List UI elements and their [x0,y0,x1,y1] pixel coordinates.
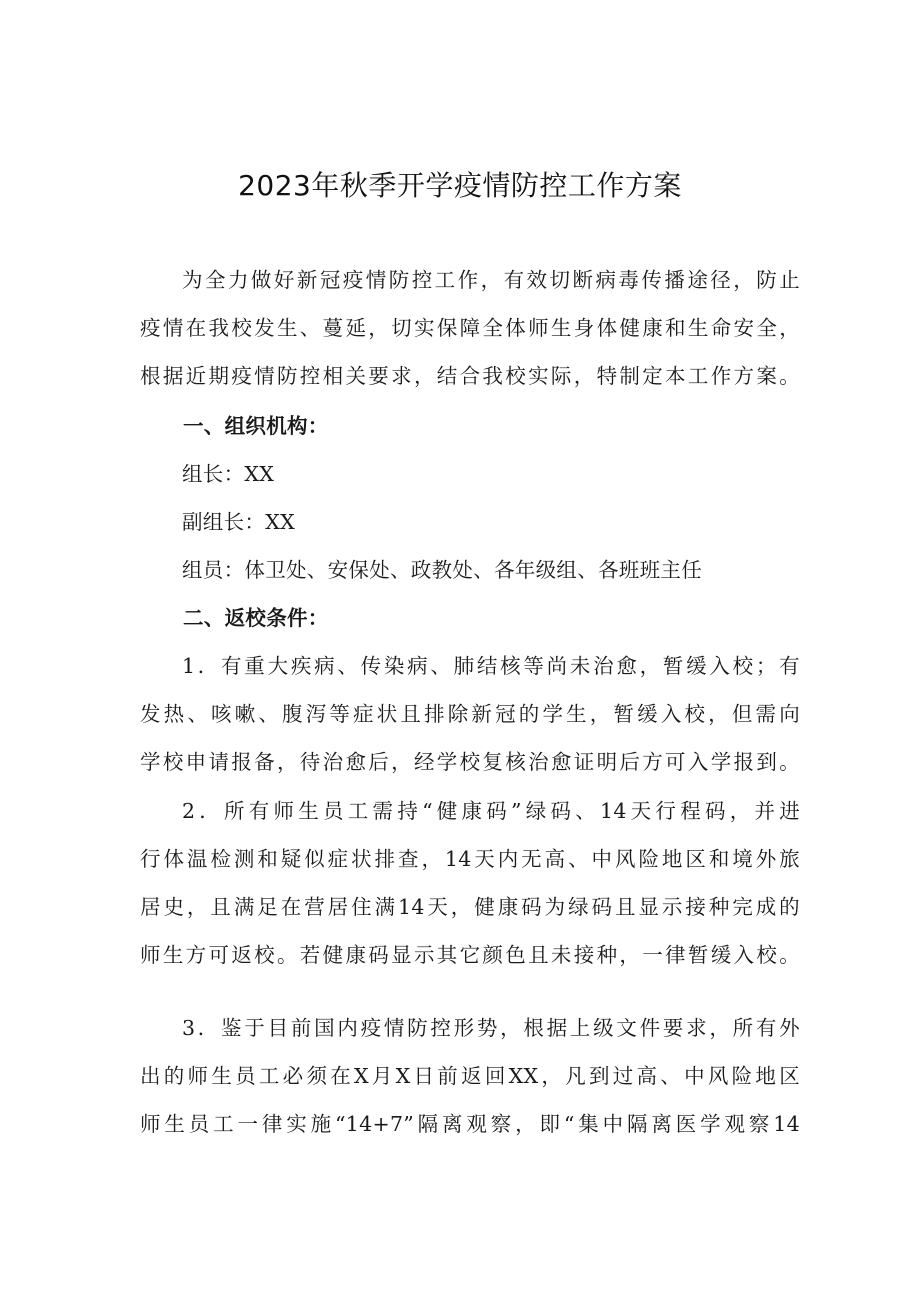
intro-line-1: 为全力做好新冠疫情防控工作，有效切断病毒传播途径，防止 [182,268,800,292]
intro-line-2: 疫情在我校发生、蔓延，切实保障全体师生身体健康和生命安全， [140,316,800,340]
item3-line-1: 3．鉴于目前国内疫情防控形势，根据上级文件要求，所有外 [182,1016,800,1040]
page-title: 2023年秋季开学疫情防控工作方案 [238,169,682,202]
group-members: 组员：体卫处、安保处、政教处、各年级组、各班班主任 [182,558,702,582]
item2-line-4: 师生方可返校。若健康码显示其它颜色且未接种，一律暂缓入校。 [140,943,800,967]
item2-line-2: 行体温检测和疑似症状排查，14天内无高、中风险地区和境外旅 [140,847,800,871]
item1-line-1: 1．有重大疾病、传染病、肺结核等尚未治愈，暂缓入校；有 [182,654,800,678]
group-leader: 组长：XX [182,462,275,486]
section2-heading: 二、返校条件： [183,606,329,630]
item3-line-3: 师生员工一律实施“14+7”隔离观察，即“集中隔离医学观察14 [140,1112,800,1136]
item2-line-3: 居史，且满足在营居住满14天，健康码为绿码且显示接种完成的 [140,895,800,919]
intro-line-3: 根据近期疫情防控相关要求，结合我校实际，特制定本工作方案。 [140,364,800,388]
item3-line-2: 出的师生员工必须在X月X日前返回XX，凡到过高、中风险地区 [140,1064,800,1088]
item1-line-3: 学校申请报备，待治愈后，经学校复核治愈证明后方可入学报到。 [140,750,800,774]
item1-line-2: 发热、咳嗽、腹泻等症状且排除新冠的学生，暂缓入校，但需向 [140,702,800,726]
deputy-leader: 副组长：XX [182,510,295,534]
item2-line-1: 2．所有师生员工需持“健康码”绿码、14天行程码，并进 [182,799,800,823]
section1-heading: 一、组织机构： [183,414,329,438]
